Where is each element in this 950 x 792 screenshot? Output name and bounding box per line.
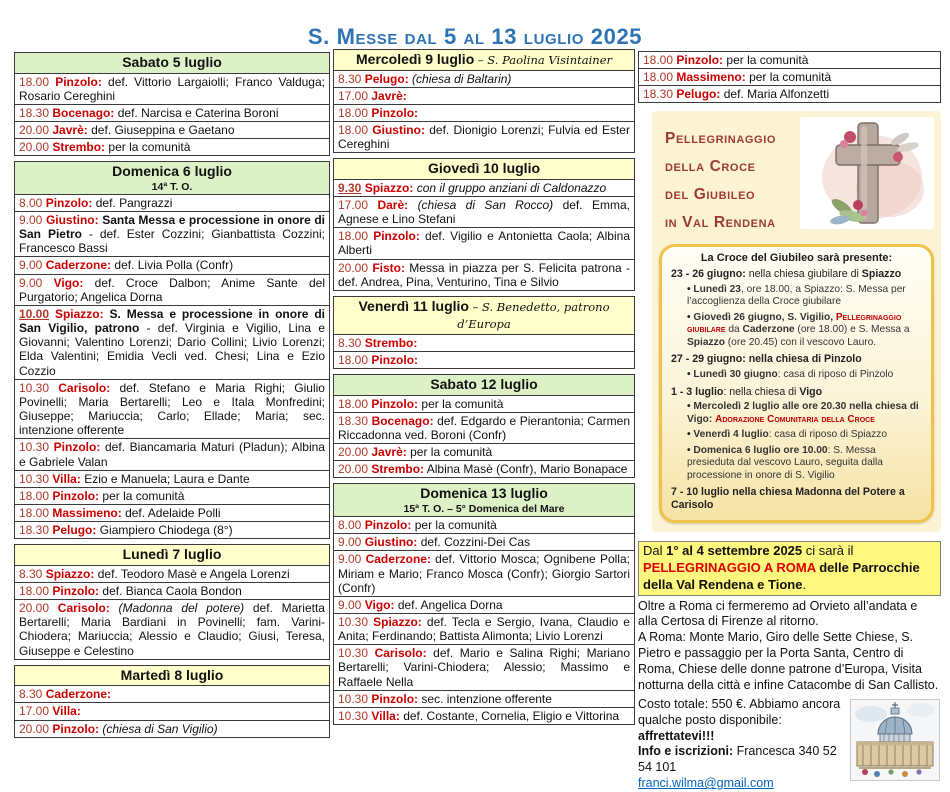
st-peters-basilica-image: [850, 699, 940, 781]
pilgrimage-title-line: del Giubileo: [665, 186, 756, 204]
mass-entry: 20.00 Fisto: Messa in piazza per S. Felicita patrona - def. Andrea, Pina, Venturino, Tina e Silvio: [333, 259, 635, 291]
day-section: [333, 483, 635, 725]
mass-entry: 10.30 Pinzolo: def. Biancamaria Maturi (Pladun); Albina e Gabriele Valan: [14, 438, 330, 470]
rome-description: [638, 599, 941, 694]
mass-entry: 20.00 Javrè: per la comunità: [333, 443, 635, 461]
mass-entry: 18.00 Pinzolo: def. Bianca Caola Bondon: [14, 582, 330, 600]
day-section: [14, 544, 330, 659]
pilgrimage-title-line: in Val Rendena: [665, 214, 776, 232]
mass-entry: 18.00 Pinzolo: def. Vigilio e Antonietta Caola; Albina Alberti: [333, 227, 635, 259]
day-header: Domenica 13 luglio 15ª T. O. – 5° Domenica del Mare: [333, 483, 635, 517]
pilgrimage-title-line: della Croce: [665, 158, 756, 176]
rome-highlight-text: Dal 1° al 4 settembre 2025 ci sarà il PELLEGRINAGGIO A ROMA delle Parrocchie della Val Rendena e Tione.: [638, 541, 941, 596]
day-header: Venerdì 11 luglio – S. Benedetto, patrono d’Europa: [333, 296, 635, 335]
rome-pilgrimage-section: [638, 541, 941, 792]
mass-entry: 8.30 Spiazzo: def. Teodoro Masè e Angela Lorenzi: [14, 565, 330, 583]
day-header: Lunedì 7 luglio: [14, 544, 330, 566]
pilgrimage-title: [659, 117, 800, 237]
mass-schedule-column-1: [14, 52, 330, 743]
mass-entry: 18.00 Massimeno: def. Adelaide Polli: [14, 504, 330, 522]
mass-entry: 8.30 Pelugo: (chiesa di Baltarin): [333, 70, 635, 88]
cross-schedule-item: • Lunedì 23, ore 18.00, a Spiazzo: S. Messa per l’accoglienza della Croce giubilare: [687, 284, 922, 309]
jubilee-cross-image: [800, 117, 934, 229]
jubilee-cross-pilgrimage-box: [652, 111, 941, 531]
day-section: [14, 665, 330, 738]
paragraph: A Roma: Monte Mario, Giro delle Sette Chiese, S. Pietro e passaggio per la Porta Santa, Centro di Roma, Chiese delle donne patrone d’Europa, Visita notturna della città e infine Catacombe di San Callisto.: [638, 630, 939, 692]
mass-entry: 10.30 Carisolo: def. Stefano e Maria Righi; Giulio Povinelli; Maria Bertarelli; Leo e Itala Monfredini; Giuseppe; Mariuccia; Carlo; Ellade; Maria; sec. intenzione offerente: [14, 379, 330, 440]
cross-schedule-item: 7 - 10 luglio nella chiesa Madonna del Potere a Carisolo: [671, 486, 905, 511]
cross-schedule-item: 23 - 26 giugno: nella chiesa giubilare di Spiazzo: [671, 268, 902, 281]
cross-schedule-item: • Mercoledì 2 luglio alle ore 20.30 nella chiesa di Vigo: Adorazione Comunitaria della Croce: [687, 401, 922, 426]
cross-schedule-heading: La Croce del Giubileo sarà presente:: [700, 252, 893, 265]
mass-entry: 18.30 Bocenago: def. Narcisa e Caterina Boroni: [14, 104, 330, 122]
mass-entry: 10.30 Carisolo: def. Mario e Salina Righi; Mariano Bertarelli; Varini-Chiodera; Alessio; Massimo e Raffaele Nella: [333, 644, 635, 690]
rome-info: [638, 697, 941, 792]
mass-entry: 17.00 Darè: (chiesa di San Rocco) def. Emma, Agnese e Lino Stefani: [333, 196, 635, 228]
mass-entry: 20.00 Pinzolo: (chiesa di San Vigilio): [14, 720, 330, 738]
mass-entry: 10.30 Spiazzo: def. Tecla e Sergio, Ivana, Claudio e Anita; Ferdinando; Battista Alimonta; Livio Lorenzi: [333, 613, 635, 645]
day-section: [333, 296, 635, 369]
cross-schedule-box: [659, 244, 934, 523]
cross-schedule-item: • Lunedì 30 giugno: casa di riposo di Pinzolo: [687, 369, 922, 381]
cross-schedule-item: • Domenica 6 luglio ore 10.00: S. Messa presieduta dal vescovo Lauro, seguita dalla processione in onore di S. Vigilio: [687, 445, 922, 482]
cross-schedule-item: • Venerdì 4 luglio: casa di riposo di Spiazzo: [687, 429, 922, 441]
mass-entry: 18.30 Pelugo: def. Maria Alfonzetti: [638, 85, 941, 103]
day-header: Giovedì 10 luglio: [333, 158, 635, 180]
day-header: Sabato 12 luglio: [333, 374, 635, 396]
paragraph: Costo totale: 550 €. Abbiamo ancora qualche posto disponibile: affrettatevi!!!: [638, 696, 841, 743]
mass-entry: 10.30 Villa: def. Costante, Cornelia, Eligio e Vittorina: [333, 707, 635, 725]
day-header: Martedì 8 luglio: [14, 665, 330, 687]
mass-entry: 18.00 Pinzolo: per la comunità: [14, 487, 330, 505]
mass-entry: 18.00 Pinzolo:: [333, 104, 635, 122]
mass-entry: 18.00 Pinzolo:: [333, 351, 635, 369]
day-header: Mercoledì 9 luglio – S. Paolina Visintainer: [333, 49, 635, 71]
mass-entry: 18.00 Pinzolo: per la comunità: [333, 395, 635, 413]
mass-entry: 9.30 Spiazzo: con il gruppo anziani di Caldonazzo: [333, 179, 635, 197]
mass-entry: 8.00 Pinzolo: def. Pangrazzi: [14, 194, 330, 212]
mass-schedule-column-2: [333, 49, 635, 730]
mass-entry: 17.00 Villa:: [14, 702, 330, 720]
mass-entry: 9.00 Caderzone: def. Livia Polla (Confr): [14, 256, 330, 274]
mass-entry: 10.30 Pinzolo: sec. intenzione offerente: [333, 690, 635, 708]
day-header: Domenica 6 luglio 14ª T. O.: [14, 161, 330, 195]
mass-entry: 8.00 Pinzolo: per la comunità: [333, 516, 635, 534]
day-section: [638, 51, 941, 103]
mass-entry: 10.30 Villa: Ezio e Manuela; Laura e Dante: [14, 470, 330, 488]
pilgrimage-title-line: Pellegrinaggio: [665, 130, 777, 148]
day-section: [333, 49, 635, 153]
mass-entry: 18.00 Pinzolo: def. Vittorio Largaiolli; Franco Valduga; Rosario Cereghini: [14, 73, 330, 105]
mass-schedule-column-3: [638, 51, 941, 103]
page-title: S. Messe dal 5 al 13 luglio 2025: [307, 24, 643, 49]
paragraph: Info e iscrizioni: Francesca 340 52 54 101: [638, 744, 837, 775]
email-link[interactable]: franci.wilma@gmail.com: [638, 776, 774, 791]
mass-entry: 8.30 Caderzone:: [14, 685, 330, 703]
mass-entry: 9.00 Caderzone: def. Vittorio Mosca; Ognibene Polla; Miriam e Mario; Franco Mosca (Confr); Giorgio Sartori (Confr): [333, 550, 635, 596]
mass-entry: 9.00 Giustino: Santa Messa e processione in onore di San Pietro - def. Ester Cozzini; Gianbattista Cozzini; Francesco Bassi: [14, 211, 330, 257]
mass-entry: 20.00 Carisolo: (Madonna del potere) def. Marietta Bertarelli; Maria Bardiani in Povinelli; fam. Varini-Chiodera; Mariuccia; Alessio e Claudio; Giusi, Teresa, Giuseppe e Celestino: [14, 599, 330, 660]
day-section: [14, 161, 330, 539]
day-section: [333, 374, 635, 478]
mass-entry: 20.00 Strembo: Albina Masè (Confr), Mario Bonapace: [333, 460, 635, 478]
mass-entry: 17.00 Javrè:: [333, 87, 635, 105]
cross-schedule-item: 1 - 3 luglio: nella chiesa di Vigo: [671, 385, 823, 398]
mass-entry: 20.00 Javrè: def. Giuseppina e Gaetano: [14, 121, 330, 139]
day-header: Sabato 5 luglio: [14, 52, 330, 74]
day-section: [333, 158, 635, 291]
cross-schedule-item: 27 - 29 giugno: nella chiesa di Pinzolo: [671, 353, 862, 366]
right-column: [638, 52, 941, 792]
mass-entry: 18.30 Bocenago: def. Edgardo e Pierantonia; Carmen Riccadonna ved. Boroni (Confr): [333, 412, 635, 444]
mass-entry: 10.00 Spiazzo: S. Messa e processione in onore di San Vigilio, patrono - def. Virginia e Vigilio, Lina e Giovanni; Valentino Lorenzi; Dario Collini; Livio Lorenzi; Elda Valentini; Emidia Vecli ved. Chesi; Lina e Ezio Cozzio: [14, 305, 330, 380]
day-section: [14, 52, 330, 156]
mass-entry: 18.00 Giustino: def. Dionigio Lorenzi; Fulvia ed Ester Cereghini: [333, 121, 635, 153]
mass-entry: 8.30 Strembo:: [333, 334, 635, 352]
mass-entry: 18.00 Massimeno: per la comunità: [638, 68, 941, 86]
mass-entry: 18.30 Pelugo: Giampiero Chiodega (8°): [14, 521, 330, 539]
mass-entry: 9.00 Giustino: def. Cozzini-Dei Cas: [333, 533, 635, 551]
cross-schedule-items: [671, 268, 922, 512]
mass-entry: 9.00 Vigo: def. Croce Dalbon; Anime Sante del Purgatorio; Angelica Dorna: [14, 274, 330, 306]
paragraph: Oltre a Roma ci fermeremo ad Orvieto all’andata e alla Certosa di Firenze al ritorno.: [638, 598, 918, 629]
mass-entry: 20.00 Strembo: per la comunità: [14, 138, 330, 156]
mass-entry: 9.00 Vigo: def. Angelica Dorna: [333, 596, 635, 614]
cross-schedule-item: • Giovedì 26 giugno, S. Vigilio, Pellegrinaggio giubilare da Caderzone (ore 18.00) e S. Messa a Spiazzo (ore 20.45) con il vescovo Lauro.: [687, 312, 922, 349]
mass-entry: 18.00 Pinzolo: per la comunità: [638, 51, 941, 69]
